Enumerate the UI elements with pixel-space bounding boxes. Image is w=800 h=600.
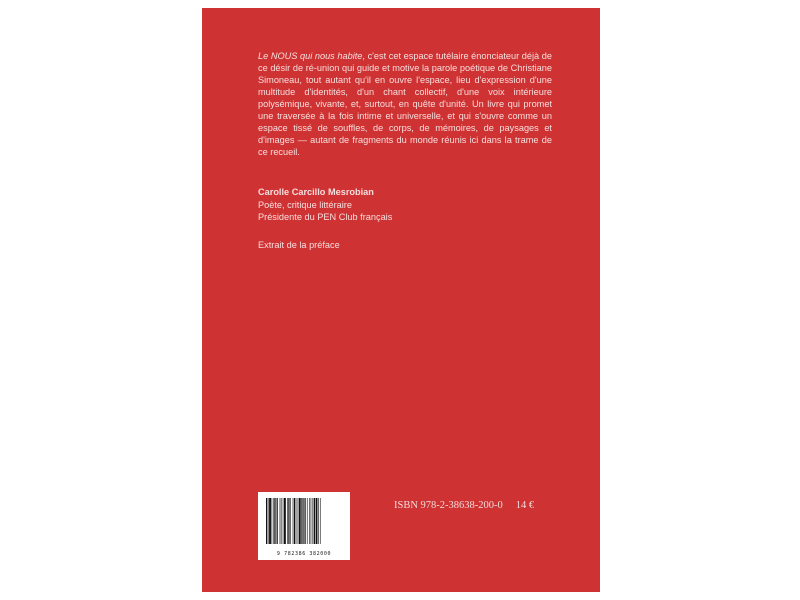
back-cover-blurb [258,50,552,158]
barcode-bar [277,498,278,544]
barcode-bar [269,498,271,544]
barcode-bar [288,498,289,544]
barcode-bar [298,498,299,544]
barcode-bar [266,498,267,544]
barcode-bar [307,498,308,544]
barcode-bar [290,498,291,544]
preface-signature [258,186,552,224]
author-role-president: Présidente du PEN Club français [258,212,393,222]
barcode-bar [273,498,274,544]
author-role-critic: Poète, critique littéraire [258,199,352,210]
barcode-bar [272,498,273,544]
barcode-bars [265,498,343,544]
barcode-bar [275,498,276,544]
price: 14 € [515,500,535,511]
barcode-bar [287,498,288,544]
barcode-bar [311,498,312,544]
barcode-bar [299,498,301,544]
isbn-number: ISBN 978-2-38638-200-0 [394,500,503,511]
barcode-bar [316,498,318,544]
barcode-bar [309,498,310,544]
barcode-bar [268,498,269,544]
barcode-bar [314,498,315,544]
barcode-bar [296,498,297,544]
barcode-digits: 9 782386 382000 [276,551,332,557]
barcode-bar [313,498,314,544]
barcode [258,492,350,560]
barcode-bar [280,498,281,544]
barcode-bar [281,498,282,544]
extract-note: Extrait de la préface [258,240,340,250]
barcode-bar [284,498,286,544]
barcode-bar [293,498,294,544]
blurb-text: , c'est cet espace tutélaire énonciateur déjà de ce désir de ré-union qui guide et motive la parole poétique de Christiane Simoneau, tout autant qu'il en ouvre l'espace, lieu d'expression d'une multitude d'identités, d'un chant collectif, d'une voix intérieure polysémique, vivante, et, surtout, en quête d'unité. Un livre qui promet une traversée à la fois intime et universelle, et qui s'ouvre comme un espace tissé de souffles, de corps, de mémoires, de paysages et d'images — autant de fragments du monde réunis ici dans la trame de ce recueil. [258,51,552,157]
barcode-bar [283,498,284,544]
barcode-bar [303,498,304,544]
barcode-bar [294,498,295,544]
barcode-bar [318,498,319,544]
barcode-bar [304,498,305,544]
barcode-bar [320,498,321,544]
isbn-price-line [394,500,534,511]
barcode-bar [301,498,302,544]
author-name: Carolle Carcillo Mesrobian [258,187,374,197]
book-title-italic: Le NOUS qui nous habite [258,51,363,61]
back-cover [202,8,600,592]
